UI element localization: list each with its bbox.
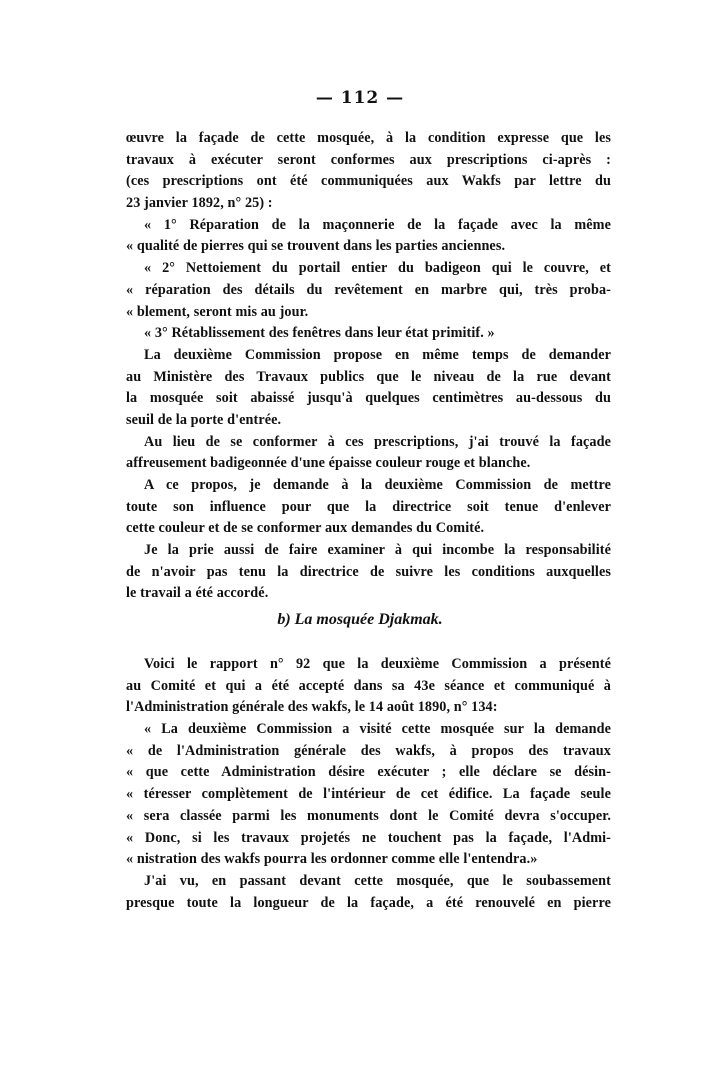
text-line: de n'avoir pas tenu la directrice de suivre les conditions auxquelles (126, 563, 611, 580)
text-line: seuil de la porte d'entrée. (126, 411, 282, 428)
text-line: « qualité de pierres qui se trouvent dans les parties anciennes. (126, 238, 506, 255)
text-line: J'ai vu, en passant devant cette mosquée, que le soubassement (144, 872, 611, 889)
text-line: le travail a été accordé. (126, 585, 269, 602)
text-line: A ce propos, je demande à la deuxième Commission de mettre (144, 477, 611, 493)
text-line: La deuxième Commission propose en même temps de demander (144, 346, 611, 363)
text-line: presque toute la longueur de la façade, a été renouvelé en pierre (126, 894, 611, 911)
text-line: « que cette Administration désire exécuter ; elle déclare se désin- (126, 764, 611, 781)
text-line: « 1° Réparation de la maçonnerie de la façade avec la même (144, 216, 611, 233)
text-line: « sera classée parmi les monuments dont le Comité devra s'occuper. (126, 807, 611, 824)
text-line: au Ministère des Travaux publics que le niveau de la rue devant (126, 368, 611, 385)
text-line: au Comité et qui a été accepté dans sa 43e séance et communiqué à (126, 677, 611, 694)
text-line: l'Administration générale des wakfs, le 14 août 1890, n° 134: (126, 699, 498, 716)
text-line: œuvre la façade de cette mosquée, à la condition expresse que les (126, 130, 611, 146)
text-line: « La deuxième Commission a visité cette mosquée sur la demande (144, 721, 611, 738)
text-line: la mosquée soit abaissé jusqu'à quelques centimètres au-dessous du (126, 390, 611, 407)
text-line: « nistration des wakfs pourra les ordonner comme elle l'entendra.» (126, 851, 538, 868)
text-line: Voici le rapport n° 92 que la deuxième Commission a présenté (144, 656, 611, 672)
text-line: travaux à exécuter seront conformes aux prescriptions ci-après : (126, 151, 611, 168)
page-number: — 112 — (315, 88, 405, 108)
text-line: « blement, seront mis au jour. (126, 303, 309, 320)
text-line: Au lieu de se conformer à ces prescriptions, j'ai trouvé la façade (144, 433, 611, 450)
section-heading: b) La mosquée Djakmak. (277, 611, 443, 628)
text-line: « téresser complètement de l'intérieur de cet édifice. La façade seule (126, 786, 611, 803)
text-line: « Donc, si les travaux projetés ne touchent pas la façade, l'Admi- (126, 829, 611, 846)
text-block-1 (126, 128, 611, 605)
text-block-2 (126, 654, 611, 914)
text-line: cette couleur et de se conformer aux demandes du Comité. (126, 520, 485, 537)
text-line: affreusement badigeonnée d'une épaisse couleur rouge et blanche. (126, 455, 531, 472)
text-line: Je la prie aussi de faire examiner à qui incombe la responsabilité (144, 542, 611, 559)
text-line: toute son influence pour que la directrice soit tenue d'enlever (126, 498, 611, 515)
text-line: (ces prescriptions ont été communiquées aux Wakfs par lettre du (126, 173, 611, 190)
text-line: « de l'Administration générale des wakfs, à propos des travaux (126, 742, 611, 759)
text-line: « 3° Rétablissement des fenêtres dans leur état primitif. » (144, 325, 495, 342)
text-line: « 2° Nettoiement du portail entier du badigeon qui le couvre, et (144, 260, 611, 277)
text-line: « réparation des détails du revêtement en marbre qui, très proba- (126, 281, 611, 298)
text-line: 23 janvier 1892, n° 25) : (126, 195, 273, 212)
